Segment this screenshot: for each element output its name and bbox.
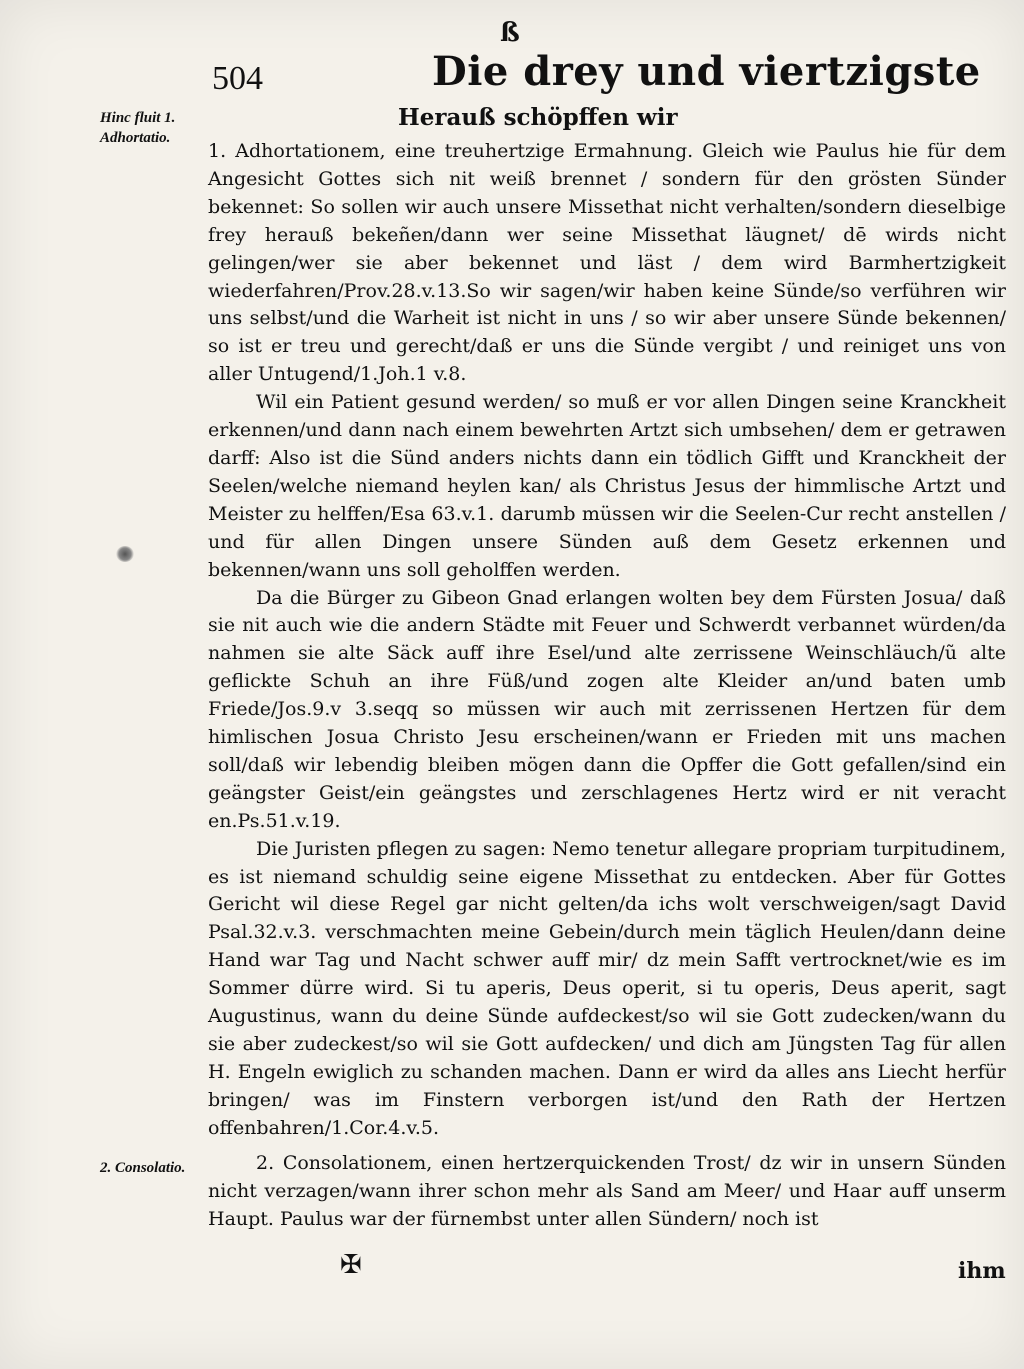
margin-note-adhortatio: Hinc fluit 1. Adhortatio. bbox=[100, 110, 176, 146]
paragraph-adhortatio: 1. Adhortationem, eine treuhertzige Ermahnung. Gleich wie Paulus hie für dem Angesicht Gottes sich nit weiß brennet / sondern für den grösten Sünder bekennet: So sollen wir auch unsere Missethat nicht verhalten/sondern dieselbige frey herauß bekeñen/dann wer seine Missethat läugnet/ dē wirds nicht gelingen/wer sie aber bekennet und läst / dem wird Barmhertzigkeit wiederfahren/Prov.28.v.13.So wir sagen/wir haben keine Sünde/so verführen wir uns selbst/und die Warheit ist nicht in uns / so wir aber unsere Sünde bekennen/ so ist er treu und gerecht/daß er uns die Sünde vergibt / und reiniget uns von aller Untugend/1.Joh.1 v.8. bbox=[208, 140, 1006, 386]
paragraph-consolatio: 2. Consolationem, einen hertzerquickenden Trost/ dz wir in unsern Sünden nicht verzagen/wann ihrer schon mehr als Sand am Meer/ und Haar auff unserm Haupt. Paulus war der fürnembst unter allen Sündern/ noch ist bbox=[208, 1152, 1006, 1230]
page-number: 504 bbox=[212, 60, 263, 97]
ink-blot bbox=[116, 546, 134, 562]
catchword: ihm bbox=[958, 1258, 1006, 1284]
paragraph-juristen: Die Juristen pflegen zu sagen: Nemo tenetur allegare propriam turpitudinem, es ist niemand schuldig seine eigene Missethat zu entdecken. Aber für Gottes Gericht wil diese Regel gar nicht gelten/da ichs wolt verschweigen/sagt David Psal.32.v.3. verschmachten meine Gebein/durch mein täglich Heulen/dann deine Hand war Tag und Nacht schwer auff mir/ dz mein Safft vertrocknet/wie es im Sommer dürre wird. Si tu aperis, Deus operit, si tu operis, Deus aperit, sagt Augustinus, wann du deine Sünde aufdeckest/so wil sie Gott zudecken/wann du sie aber zudeckest/so wil sie Gott aufdecken/ und dich am Jüngsten Tag für allen H. Engeln ewiglich zu schanden machen. Dann er wird da alles ans Liecht herfür bringen/ was im Finstern verborgen ist/und den Rath der Hertzen offenbahren/1.Cor.4.v.5. bbox=[208, 837, 1006, 1139]
signature-mark: ß bbox=[500, 18, 520, 48]
running-head: Die drey und viertzigste bbox=[432, 48, 981, 95]
section-intro: Herauß schöpffen wir bbox=[398, 104, 678, 131]
body-text bbox=[208, 138, 1006, 1143]
paragraph-patient: Wil ein Patient gesund werden/ so muß er vor allen Dingen seine Kranckheit erkennen/und dann nach einem bewehrten Artzt sich umbsehen/ dem er getrawen darff: Also ist die Sünd anders nichts dann ein tödlich Gifft und Kranckheit der Seelen/welche niemand heylen kan/ als Christus Jesus der himmlische Artzt und Meister zu helffen/Esa 63.v.1. darumb müssen wir die Seelen-Cur recht anstellen / und für allen Dingen unsere Sünden auß dem Gesetz erkennen und bekennen/wann uns soll geholffen werden. bbox=[208, 391, 1006, 581]
paragraph-gibeon: Da die Bürger zu Gibeon Gnad erlangen wolten bey dem Fürsten Josua/ daß sie nit auch wie die andern Städte mit Feuer und Schwerdt verbannet würden/da nahmen sie alte Säck auff ihre Esel/und alte zerrissene Weinschläuch/ũ alte geflickte Schuh an ihre Füß/und zogen alte Kleider an/und baten umb Friede/Jos.9.v 3.seqq so müssen wir auch mit zerrissenen Hertzen für dem himlischen Josua Christo Jesu erscheinen/wann er Frieden mit uns machen soll/daß wir lebendig bleiben mögen dann die Opffer die Gott gefallen/sind ein geängster Geist/ein geängstes und zerschlagenes Hertz wird er nit veracht en.Ps.51.v.19. bbox=[208, 586, 1006, 832]
footer-ornament: ✠ bbox=[340, 1250, 362, 1280]
margin-note-consolatio: 2. Consolatio. bbox=[100, 1160, 186, 1176]
bottom-text bbox=[208, 1150, 1006, 1234]
